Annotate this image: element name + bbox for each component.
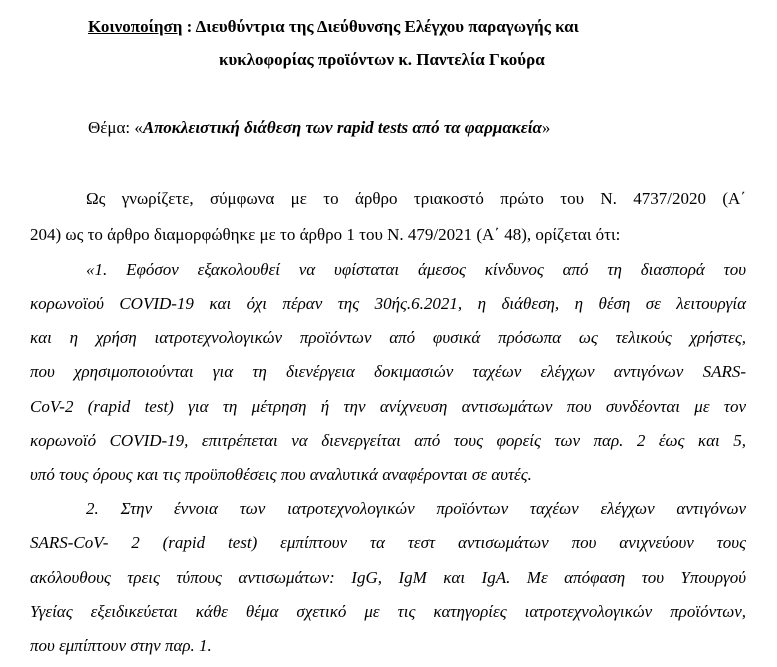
para1-line: CoV-2 (rapid test) για τη μέτρηση ή την ανίχνευση αντισωμάτων που συνδέονται με τον	[30, 397, 746, 416]
recipient-line-1	[88, 17, 579, 37]
intro-line-1: Ως γνωρίζετε, σύμφωνα με το άρθρο τριακοστό πρώτο του Ν. 4737/2020 (Α΄	[86, 189, 746, 208]
recipient-line-2: κυκλοφορίας προϊόντων κ. Παντελία Γκούρα	[219, 50, 545, 69]
para1-line: κορωνοϊό COVID-19, επιτρέπεται να διενεργείται από τους φορείς των παρ. 2 έως και 5,	[30, 431, 746, 450]
para1-line: «1. Εφόσον εξακολουθεί να υφίσταται άμεσος κίνδυνος από τη διασπορά του	[86, 260, 746, 279]
para2-line: που εμπίπτουν στην παρ. 1.	[30, 636, 212, 655]
recipient-label: Κοινοποίηση	[88, 17, 183, 36]
para1-line: που χρησιμοποιούνται για τη διενέργεια δοκιμασιών ταχέων ελέγχων αντιγόνων SARS-	[30, 362, 746, 381]
para1-line: κορωνοϊού COVID-19 και όχι πέραν της 30ής.6.2021, η διάθεση, η θέση σε λειτουργία	[30, 294, 746, 313]
para2-line: ακόλουθους τρεις τύπους αντισωμάτων: IgG, IgM και IgA. Με απόφαση του Υπουργού	[30, 568, 746, 587]
para1-line: υπό τους όρους και τις προϋποθέσεις που αναλυτικά αναφέρονται σε αυτές.	[30, 465, 532, 484]
para2-line: 2. Στην έννοια των ιατροτεχνολογικών προϊόντων ταχέων ελέγχων αντιγόνων	[86, 499, 746, 518]
subject-close: »	[541, 118, 551, 137]
subject-label: Θέμα: «	[88, 118, 143, 137]
para2-line: Υγείας εξειδικεύεται κάθε θέμα σχετικό με τις κατηγορίες ιατροτεχνολογικών προϊόντων,	[30, 602, 746, 621]
recipient-text-1: Διευθύντρια της Διεύθυνσης Ελέγχου παραγωγής και	[195, 17, 579, 36]
recipient-separator: :	[182, 17, 196, 36]
para2-line: SARS-CoV- 2 (rapid test) εμπίπτουν τα τεστ αντισωμάτων που ανιχνεύουν τους	[30, 533, 746, 552]
intro-line-2: 204) ως το άρθρο διαμορφώθηκε με το άρθρο 1 του Ν. 479/2021 (Α΄ 48), ορίζεται ότι:	[30, 225, 621, 244]
subject-title: Αποκλειστική διάθεση των rapid tests από τα φαρμακεία	[142, 118, 542, 137]
para1-line: και η χρήση ιατροτεχνολογικών προϊόντων από φυσικά πρόσωπα ως τελικούς χρήστες,	[30, 328, 746, 347]
subject-line	[88, 118, 550, 138]
